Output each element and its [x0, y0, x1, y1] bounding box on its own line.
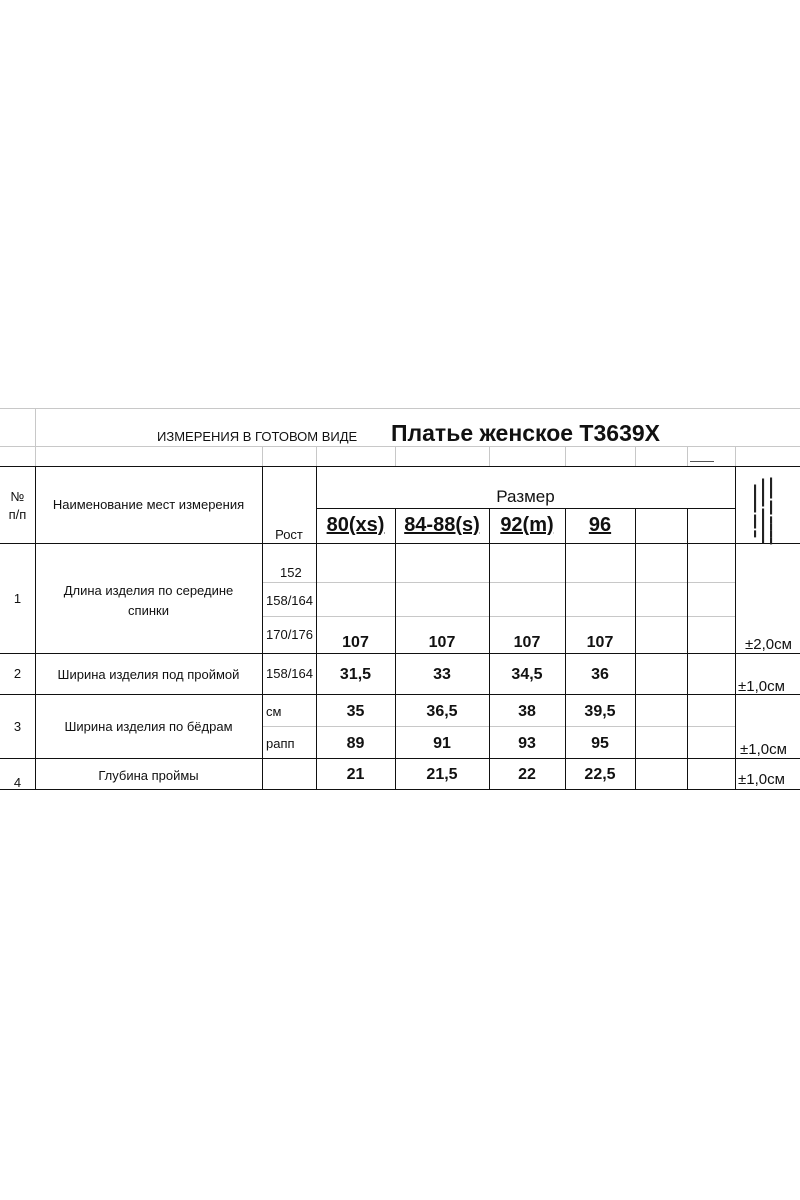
table-border — [0, 694, 800, 695]
column-header-height: Рост — [275, 527, 303, 542]
height-cell: 152 — [280, 565, 302, 580]
grid-line — [735, 446, 736, 466]
row-name: Ширина изделия под проймой — [57, 667, 240, 682]
size-header: 96 — [588, 514, 612, 536]
tolerance-cell: ±1,0см — [740, 741, 787, 758]
table-border — [0, 789, 800, 790]
row-num: 1 — [13, 591, 22, 606]
table-border — [0, 543, 800, 544]
table-border — [735, 466, 736, 790]
size-header: 84-88(s) — [404, 514, 480, 536]
row-name: Ширина изделия по бёдрам — [64, 719, 233, 734]
value-cell: 34,5 — [511, 666, 543, 683]
value-cell: 33 — [433, 666, 451, 683]
table-border — [0, 758, 800, 759]
table-border — [262, 726, 735, 727]
table-border — [635, 508, 636, 790]
sheet-title: Платье женское Т3639Х — [391, 420, 660, 446]
value-cell: 107 — [513, 634, 541, 651]
row-num: 4 — [13, 775, 22, 790]
table-border — [687, 508, 688, 790]
value-cell: 35 — [346, 703, 365, 720]
column-header-num: № п/п — [8, 489, 27, 522]
measurement-sheet — [0, 408, 800, 790]
row-name: Глубина проймы — [98, 768, 199, 783]
tolerance-cell: ±2,0см — [745, 636, 792, 653]
size-header: 80(xs) — [326, 514, 385, 536]
column-header-size-group: Размер — [496, 487, 555, 506]
grid-line — [635, 446, 636, 466]
table-border — [35, 466, 36, 790]
value-cell: 39,5 — [584, 703, 616, 720]
value-cell: 107 — [428, 634, 456, 651]
height-cell: рапп — [266, 736, 295, 751]
tolerance-cell: ±1,0см — [738, 771, 785, 788]
grid-line — [395, 446, 396, 466]
value-cell: 36,5 — [426, 703, 458, 720]
grid-line — [0, 446, 800, 447]
table-border — [0, 466, 800, 467]
value-cell: 93 — [518, 735, 536, 752]
grid-line — [489, 446, 490, 466]
row-num: 3 — [13, 719, 22, 734]
grid-line — [0, 408, 800, 409]
value-cell: 36 — [591, 666, 609, 683]
column-header-name: Наименование мест измерения — [52, 497, 245, 512]
value-cell: 91 — [433, 735, 451, 752]
height-cell: 170/176 — [266, 627, 313, 642]
table-border — [316, 508, 735, 509]
height-cell: см — [266, 704, 282, 719]
sheet-subtitle: ИЗМЕРЕНИЯ В ГОТОВОМ ВИДЕ — [157, 429, 358, 444]
tolerance-cell: ±1,0см — [738, 678, 785, 695]
value-cell: 107 — [342, 634, 369, 651]
tiny-note: ▬▬▬▬▬▬▬▬ — [690, 459, 714, 463]
value-cell: 107 — [586, 634, 614, 651]
table-border — [262, 466, 263, 790]
size-header: 92(m) — [500, 514, 554, 536]
value-cell: 38 — [518, 703, 536, 720]
row-num: 2 — [13, 666, 22, 681]
value-cell: 21 — [346, 766, 365, 783]
table-border — [0, 653, 800, 654]
grid-line — [35, 408, 36, 466]
value-cell: 21,5 — [426, 766, 458, 783]
tolerance-column-header: ▬▬▬ ▬▬ ▬▬▬▬ ▬▬▬▬ ▬▬▬▬▬ ▬▬▬▬ ▬▬ ▬ — [752, 477, 775, 545]
height-cell: 158/164 — [266, 593, 313, 608]
height-cell: 158/164 — [266, 666, 313, 681]
grid-line — [262, 446, 263, 466]
value-cell: 22 — [518, 766, 536, 783]
value-cell: 31,5 — [339, 666, 372, 683]
grid-line — [316, 446, 317, 466]
value-cell: 89 — [346, 735, 365, 752]
value-cell: 95 — [591, 735, 609, 752]
grid-line — [687, 446, 688, 466]
table-border — [262, 616, 735, 617]
table-border — [262, 582, 735, 583]
row-name: Длина изделия по середине спинки — [63, 583, 234, 618]
grid-line — [565, 446, 566, 466]
value-cell: 22,5 — [584, 766, 616, 783]
